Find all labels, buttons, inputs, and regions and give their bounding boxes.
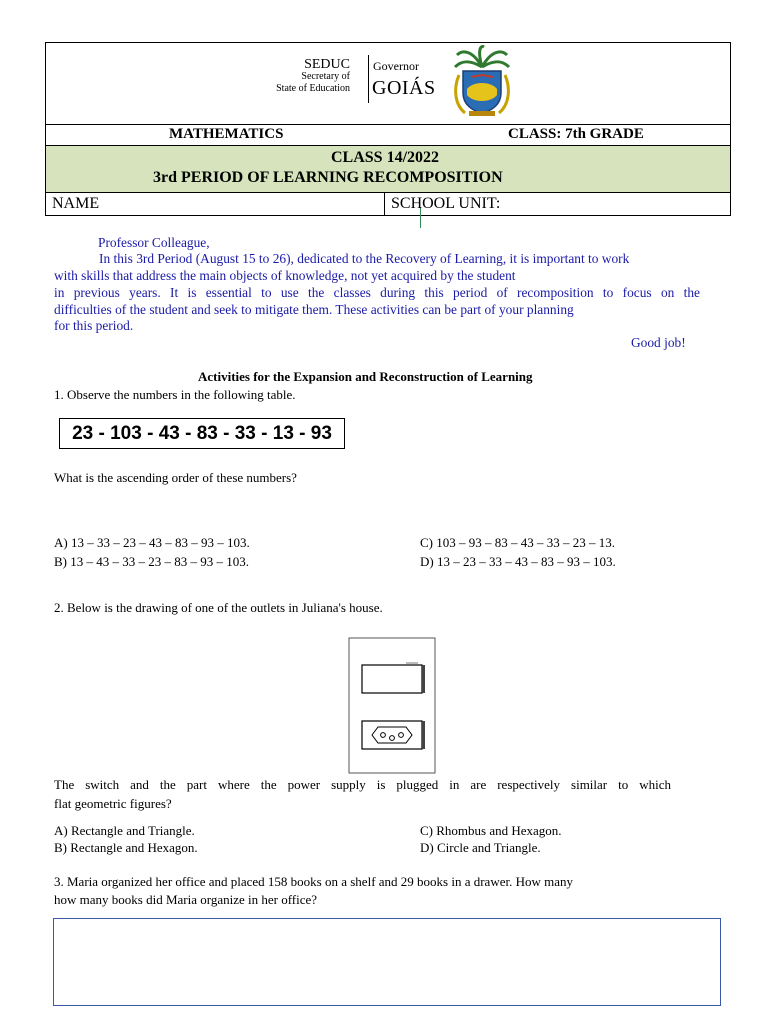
- intro-signoff: Good job!: [631, 335, 686, 350]
- q3-line1: 3. Maria organized her office and placed 158 books on a shelf and 29 books in a drawer. How many: [54, 874, 574, 889]
- secretary-line2: State of Education: [276, 83, 350, 94]
- q2-option-c: C) Rhombus and Hexagon.: [420, 823, 562, 838]
- q1-option-b: B) 13 – 43 – 33 – 23 – 83 – 93 – 103.: [54, 554, 249, 569]
- logo-row: [46, 43, 730, 125]
- q2-option-b: B) Rectangle and Hexagon.: [54, 840, 198, 855]
- school-unit-label: SCHOOL UNIT:: [391, 195, 501, 212]
- seduc-label: SEDUC: [304, 57, 350, 72]
- header-table: [45, 42, 731, 216]
- q2-option-d: D) Circle and Triangle.: [420, 840, 541, 855]
- period-title: 3rd PERIOD OF LEARNING RECOMPOSITION: [153, 169, 503, 186]
- subject-label: MATHEMATICS: [169, 126, 284, 142]
- name-divider: [384, 193, 385, 215]
- class-band: [46, 146, 730, 193]
- secretary-line1: Secretary of: [301, 71, 350, 82]
- outlet-drawing: [348, 637, 437, 780]
- governor-label: Governor: [373, 59, 419, 73]
- subject-row: [46, 125, 730, 146]
- q1-question: What is the ascending order of these numbers?: [54, 470, 297, 485]
- intro-greeting: Professor Colleague,: [98, 235, 210, 250]
- q2-prompt: 2. Below is the drawing of one of the outlets in Juliana's house.: [54, 600, 383, 615]
- class-grade-label: CLASS: 7th GRADE: [508, 126, 644, 142]
- intro-line4: difficulties of the student and seek to mitigate them. These activities can be part of your planning: [54, 302, 574, 317]
- name-row: [46, 193, 730, 215]
- intro-line1: In this 3rd Period (August 15 to 26), dedicated to the Recovery of Learning, it is important to work: [99, 251, 630, 266]
- numbers-table: 23 - 103 - 43 - 83 - 33 - 13 - 93: [59, 418, 345, 449]
- q1-option-a: A) 13 – 33 – 23 – 43 – 83 – 93 – 103.: [54, 535, 250, 550]
- seduc-block: [260, 59, 350, 95]
- intro-line3: in previous years. It is essential to use the classes during this period of recomposition to focus on the: [54, 285, 700, 300]
- q2-option-a: A) Rectangle and Triangle.: [54, 823, 195, 838]
- intro-line5: for this period.: [54, 318, 134, 333]
- logo-divider: [368, 55, 369, 103]
- q3-answer-box[interactable]: [53, 918, 721, 1006]
- q1-option-c: C) 103 – 93 – 83 – 43 – 33 – 23 – 13.: [420, 535, 615, 550]
- activities-title: Activities for the Expansion and Reconstruction of Learning: [198, 369, 533, 384]
- class-number: CLASS 14/2022: [331, 149, 440, 166]
- name-label: NAME: [52, 195, 100, 212]
- goias-label: GOIÁS: [372, 77, 436, 99]
- q2-question-line1: The switch and the part where the power supply is plugged in are respectively similar to which: [54, 777, 671, 792]
- intro-line2: with skills that address the main objects of knowledge, not yet acquired by the student: [54, 268, 516, 283]
- q1-option-d: D) 13 – 23 – 33 – 43 – 83 – 93 – 103.: [420, 554, 616, 569]
- q2-question-line2: flat geometric figures?: [54, 796, 172, 811]
- state-crest-icon: [451, 45, 513, 124]
- q3-line2: how many books did Maria organize in her office?: [54, 892, 318, 907]
- q1-prompt: 1. Observe the numbers in the following table.: [54, 387, 296, 402]
